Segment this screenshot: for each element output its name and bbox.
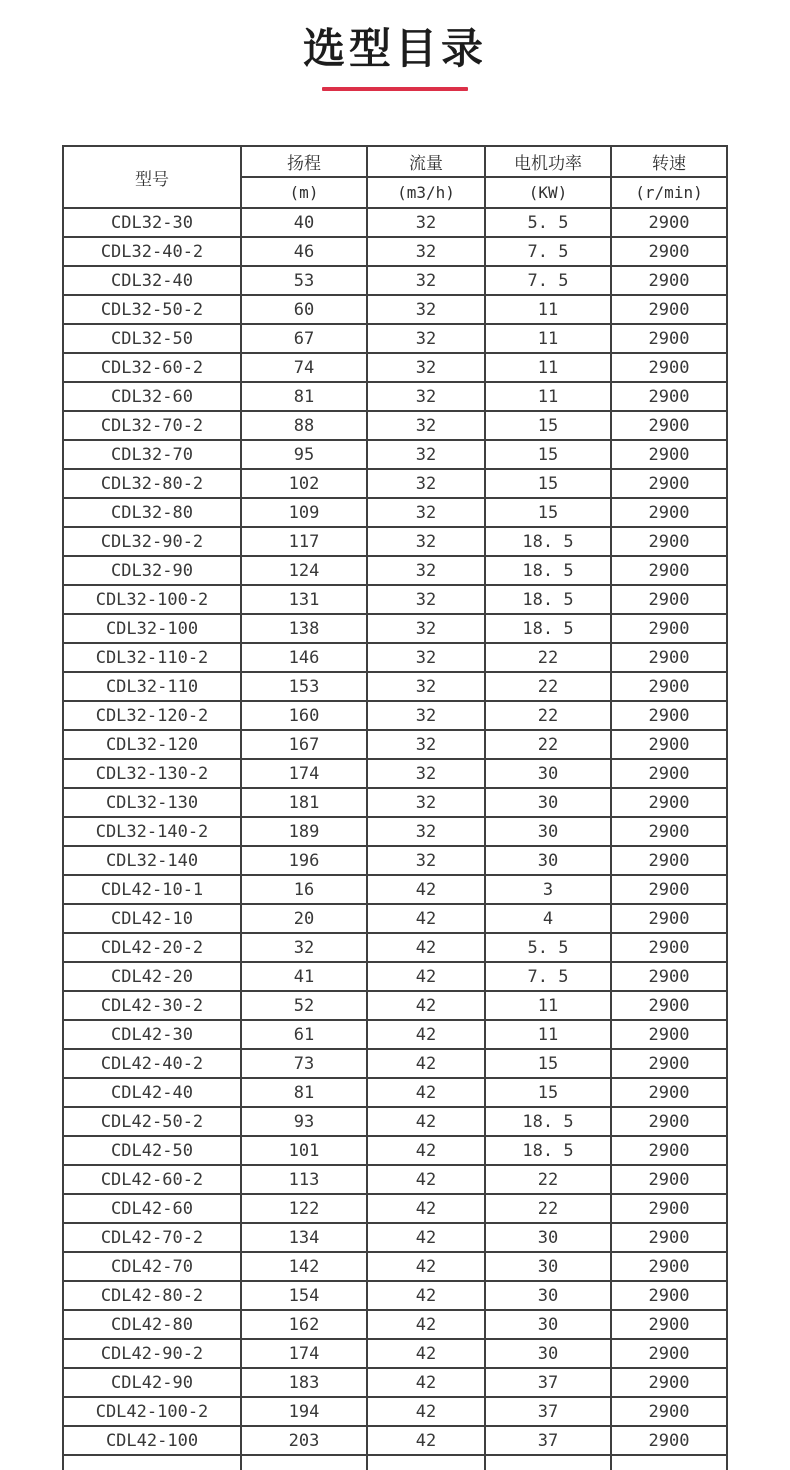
table-cell: 138 <box>241 614 367 643</box>
table-cell: CDL42-30-2 <box>63 991 241 1020</box>
table-cell <box>63 1455 241 1470</box>
table-cell: 22 <box>485 1165 611 1194</box>
table-cell: 2900 <box>611 1223 727 1252</box>
table-cell: 102 <box>241 469 367 498</box>
table-cell: 20 <box>241 904 367 933</box>
table-cell: CDL32-60 <box>63 382 241 411</box>
table-cell: 2900 <box>611 701 727 730</box>
table-cell: 2900 <box>611 498 727 527</box>
table-cell: 174 <box>241 1339 367 1368</box>
table-cell: CDL32-90-2 <box>63 527 241 556</box>
table-cell: 7. 5 <box>485 962 611 991</box>
table-cell: 15 <box>485 498 611 527</box>
header-head-unit: (m) <box>241 177 367 208</box>
table-row <box>63 1107 727 1136</box>
table-cell: 30 <box>485 1281 611 1310</box>
table-cell: 2900 <box>611 440 727 469</box>
table-cell: 7. 5 <box>485 266 611 295</box>
table-cell: 2900 <box>611 1020 727 1049</box>
table-cell: 2900 <box>611 527 727 556</box>
table-cell: 30 <box>485 817 611 846</box>
table-cell: CDL42-60-2 <box>63 1165 241 1194</box>
table-cell: CDL42-30 <box>63 1020 241 1049</box>
table-cell: 73 <box>241 1049 367 1078</box>
table-cell: CDL32-70-2 <box>63 411 241 440</box>
table-row <box>63 440 727 469</box>
table-cell: 2900 <box>611 411 727 440</box>
table-cell: 30 <box>485 1339 611 1368</box>
table-cell: 32 <box>367 382 485 411</box>
table-cell: 2900 <box>611 1165 727 1194</box>
table-row <box>63 672 727 701</box>
table-cell: 32 <box>367 701 485 730</box>
table-cell: 32 <box>367 498 485 527</box>
table-cell: 42 <box>367 1339 485 1368</box>
table-cell: 42 <box>367 1426 485 1455</box>
table-row <box>63 1281 727 1310</box>
table-cell: 2900 <box>611 585 727 614</box>
page-title: 选型目录 <box>302 25 487 72</box>
table-cell: 2900 <box>611 1107 727 1136</box>
table-row <box>63 904 727 933</box>
table-row <box>63 585 727 614</box>
table-cell: CDL32-100-2 <box>63 585 241 614</box>
table-cell: 18. 5 <box>485 556 611 585</box>
table-cell: CDL32-40-2 <box>63 237 241 266</box>
table-cell: 32 <box>367 440 485 469</box>
table-cell: CDL32-140-2 <box>63 817 241 846</box>
table-row <box>63 1020 727 1049</box>
table-row <box>63 817 727 846</box>
table-cell: 2900 <box>611 1252 727 1281</box>
table-cell: 32 <box>367 237 485 266</box>
table-cell: 5. 5 <box>485 933 611 962</box>
table-cell: 30 <box>485 788 611 817</box>
table-cell: 42 <box>367 991 485 1020</box>
table-cell: 30 <box>485 846 611 875</box>
table-cell: 32 <box>367 585 485 614</box>
table-cell: 74 <box>241 353 367 382</box>
table-cell: CDL42-100-2 <box>63 1397 241 1426</box>
table-row-partial <box>63 1455 727 1470</box>
table-cell: 81 <box>241 1078 367 1107</box>
table-cell: 2900 <box>611 788 727 817</box>
table-cell: 32 <box>367 295 485 324</box>
table-cell: 174 <box>241 759 367 788</box>
table-cell: 113 <box>241 1165 367 1194</box>
table-cell: 11 <box>485 295 611 324</box>
table-row <box>63 1426 727 1455</box>
table-cell: 40 <box>241 208 367 237</box>
table-cell: 11 <box>485 353 611 382</box>
table-cell: CDL42-10 <box>63 904 241 933</box>
header-flow: 流量 <box>367 146 485 177</box>
table-cell: 32 <box>367 556 485 585</box>
table-cell: 181 <box>241 788 367 817</box>
table-cell: 2900 <box>611 904 727 933</box>
table-cell: 2900 <box>611 614 727 643</box>
table-row <box>63 266 727 295</box>
table-header <box>63 146 727 208</box>
table-cell: 52 <box>241 991 367 1020</box>
header-name-row <box>63 146 727 177</box>
table-row <box>63 498 727 527</box>
table-row <box>63 1397 727 1426</box>
table-cell: 42 <box>367 1252 485 1281</box>
table-cell <box>485 1455 611 1470</box>
table-cell: 67 <box>241 324 367 353</box>
table-cell: CDL32-40 <box>63 266 241 295</box>
table-cell: 162 <box>241 1310 367 1339</box>
table-cell: 22 <box>485 1194 611 1223</box>
table-row <box>63 295 727 324</box>
table-cell: 160 <box>241 701 367 730</box>
table-cell: 196 <box>241 846 367 875</box>
table-cell: CDL42-70 <box>63 1252 241 1281</box>
table-cell: 189 <box>241 817 367 846</box>
table-cell <box>367 1455 485 1470</box>
table-cell: 183 <box>241 1368 367 1397</box>
header-model: 型号 <box>63 146 241 208</box>
table-cell: 2900 <box>611 1281 727 1310</box>
table-cell: 81 <box>241 382 367 411</box>
table-row <box>63 759 727 788</box>
table-cell: 37 <box>485 1426 611 1455</box>
table-cell: 42 <box>367 1223 485 1252</box>
table-cell: 2900 <box>611 643 727 672</box>
table-cell: 42 <box>367 1078 485 1107</box>
table-cell: 22 <box>485 643 611 672</box>
table-cell: CDL32-130 <box>63 788 241 817</box>
table-cell: CDL32-80-2 <box>63 469 241 498</box>
table-row <box>63 411 727 440</box>
table-cell: 32 <box>367 730 485 759</box>
table-row <box>63 237 727 266</box>
table-cell: CDL42-80-2 <box>63 1281 241 1310</box>
table-cell: 32 <box>367 353 485 382</box>
table-cell: 42 <box>367 1107 485 1136</box>
table-row <box>63 1310 727 1339</box>
table-row <box>63 701 727 730</box>
table-cell: CDL42-20 <box>63 962 241 991</box>
table-cell: 2900 <box>611 759 727 788</box>
table-cell: 46 <box>241 237 367 266</box>
selection-table <box>62 145 728 1470</box>
table-row <box>63 991 727 1020</box>
header-head: 扬程 <box>241 146 367 177</box>
table-cell: CDL32-120-2 <box>63 701 241 730</box>
table-cell: CDL42-10-1 <box>63 875 241 904</box>
table-cell: CDL42-90 <box>63 1368 241 1397</box>
table-cell: 37 <box>485 1368 611 1397</box>
table-row <box>63 962 727 991</box>
table-cell: CDL32-60-2 <box>63 353 241 382</box>
table-cell <box>241 1455 367 1470</box>
table-row <box>63 1049 727 1078</box>
table-cell: 109 <box>241 498 367 527</box>
table-row <box>63 730 727 759</box>
table-cell: 95 <box>241 440 367 469</box>
table-row <box>63 1136 727 1165</box>
table-row <box>63 614 727 643</box>
table-cell: 3 <box>485 875 611 904</box>
table-cell: 30 <box>485 1223 611 1252</box>
table-cell: 32 <box>367 846 485 875</box>
table-cell: 60 <box>241 295 367 324</box>
table-cell: 18. 5 <box>485 1136 611 1165</box>
table-cell: 2900 <box>611 1049 727 1078</box>
table-cell: 153 <box>241 672 367 701</box>
table-cell: 2900 <box>611 1368 727 1397</box>
table-cell: CDL42-40 <box>63 1078 241 1107</box>
table-cell: 2900 <box>611 469 727 498</box>
table-cell: CDL32-110 <box>63 672 241 701</box>
table-cell: 2900 <box>611 1339 727 1368</box>
table-cell: 2900 <box>611 1136 727 1165</box>
table-cell: 32 <box>367 324 485 353</box>
table-cell: 2900 <box>611 237 727 266</box>
table-row <box>63 353 727 382</box>
table-cell: 32 <box>367 266 485 295</box>
header-motor-power: 电机功率 <box>485 146 611 177</box>
table-cell: 11 <box>485 1020 611 1049</box>
table-cell: 2900 <box>611 1078 727 1107</box>
table-cell: 2900 <box>611 324 727 353</box>
table-cell: 203 <box>241 1426 367 1455</box>
table-cell: 2900 <box>611 1310 727 1339</box>
table-cell: 2900 <box>611 382 727 411</box>
table-cell: 194 <box>241 1397 367 1426</box>
table-cell: 32 <box>367 788 485 817</box>
table-cell: 142 <box>241 1252 367 1281</box>
table-cell: 2900 <box>611 730 727 759</box>
table-cell: 124 <box>241 556 367 585</box>
table-row <box>63 208 727 237</box>
table-cell: CDL42-80 <box>63 1310 241 1339</box>
table-cell: 53 <box>241 266 367 295</box>
table-cell: 32 <box>367 527 485 556</box>
table-cell: 2900 <box>611 556 727 585</box>
table-cell: CDL42-40-2 <box>63 1049 241 1078</box>
table-cell: 30 <box>485 759 611 788</box>
table-cell: CDL42-90-2 <box>63 1339 241 1368</box>
table-cell: 32 <box>367 643 485 672</box>
table-cell: 131 <box>241 585 367 614</box>
table-cell: 2900 <box>611 672 727 701</box>
table-cell: 101 <box>241 1136 367 1165</box>
table-cell: 37 <box>485 1397 611 1426</box>
title-accent-divider <box>322 87 468 91</box>
table-cell: 2900 <box>611 991 727 1020</box>
table-cell: 42 <box>367 1165 485 1194</box>
table-cell: 11 <box>485 324 611 353</box>
table-row <box>63 1223 727 1252</box>
table-cell: 32 <box>367 759 485 788</box>
table-cell: CDL32-140 <box>63 846 241 875</box>
table-cell: CDL42-100 <box>63 1426 241 1455</box>
table-row <box>63 1165 727 1194</box>
table-cell: 154 <box>241 1281 367 1310</box>
table-row <box>63 643 727 672</box>
table-cell: 122 <box>241 1194 367 1223</box>
table-cell: 42 <box>367 1136 485 1165</box>
header-speed-unit: (r/min) <box>611 177 727 208</box>
table-cell: CDL42-60 <box>63 1194 241 1223</box>
table-row <box>63 846 727 875</box>
table-cell: 22 <box>485 730 611 759</box>
table-row <box>63 469 727 498</box>
table-cell: 18. 5 <box>485 527 611 556</box>
table-cell: 146 <box>241 643 367 672</box>
table-cell: CDL42-50 <box>63 1136 241 1165</box>
table-cell: 32 <box>241 933 367 962</box>
table-row <box>63 933 727 962</box>
table-cell: 22 <box>485 701 611 730</box>
table-cell: 42 <box>367 933 485 962</box>
table-cell: 4 <box>485 904 611 933</box>
table-cell: 15 <box>485 1049 611 1078</box>
table-cell: 42 <box>367 1281 485 1310</box>
table-cell: 2900 <box>611 962 727 991</box>
table-cell: 42 <box>367 1310 485 1339</box>
table-cell: 11 <box>485 991 611 1020</box>
table-cell: 2900 <box>611 1426 727 1455</box>
table-cell: 2900 <box>611 295 727 324</box>
table-row <box>63 527 727 556</box>
table-cell: 32 <box>367 672 485 701</box>
table-cell: 117 <box>241 527 367 556</box>
table-cell: 42 <box>367 904 485 933</box>
table-row <box>63 1339 727 1368</box>
table-cell: 42 <box>367 1049 485 1078</box>
table-cell: 5. 5 <box>485 208 611 237</box>
header-motor-power-unit: (KW) <box>485 177 611 208</box>
table-cell: CDL32-70 <box>63 440 241 469</box>
table-cell: 42 <box>367 1020 485 1049</box>
table-cell: 7. 5 <box>485 237 611 266</box>
table-cell: 15 <box>485 469 611 498</box>
table-cell: 2900 <box>611 1397 727 1426</box>
table-cell: 88 <box>241 411 367 440</box>
table-cell: 32 <box>367 817 485 846</box>
table-body <box>63 208 727 1470</box>
table-cell: 42 <box>367 1397 485 1426</box>
table-row <box>63 1194 727 1223</box>
table-cell: 134 <box>241 1223 367 1252</box>
table-cell: 2900 <box>611 208 727 237</box>
table-cell: CDL32-50-2 <box>63 295 241 324</box>
table-cell: 15 <box>485 440 611 469</box>
table-cell: CDL42-70-2 <box>63 1223 241 1252</box>
table-cell: CDL42-50-2 <box>63 1107 241 1136</box>
table-cell: 42 <box>367 1368 485 1397</box>
table-cell: 61 <box>241 1020 367 1049</box>
table-cell: 42 <box>367 962 485 991</box>
table-row <box>63 788 727 817</box>
table-cell: CDL32-80 <box>63 498 241 527</box>
table-cell: 2900 <box>611 817 727 846</box>
table-cell: 30 <box>485 1310 611 1339</box>
table-cell: 2900 <box>611 266 727 295</box>
table-cell <box>611 1455 727 1470</box>
table-cell: 42 <box>367 875 485 904</box>
table-cell: 42 <box>367 1194 485 1223</box>
table-cell: CDL32-30 <box>63 208 241 237</box>
table-cell: 2900 <box>611 875 727 904</box>
table-cell: CDL32-100 <box>63 614 241 643</box>
table-cell: 11 <box>485 382 611 411</box>
table-row <box>63 324 727 353</box>
table-cell: 30 <box>485 1252 611 1281</box>
table-cell: 15 <box>485 411 611 440</box>
table-row <box>63 556 727 585</box>
table-cell: CDL32-90 <box>63 556 241 585</box>
table-row <box>63 1252 727 1281</box>
table-cell: 2900 <box>611 846 727 875</box>
table-row <box>63 382 727 411</box>
table-cell: CDL32-130-2 <box>63 759 241 788</box>
table-row <box>63 1368 727 1397</box>
table-row <box>63 1078 727 1107</box>
table-cell: 18. 5 <box>485 1107 611 1136</box>
table-cell: 2900 <box>611 353 727 382</box>
table-cell: 93 <box>241 1107 367 1136</box>
table-cell: CDL32-110-2 <box>63 643 241 672</box>
table-cell: 32 <box>367 614 485 643</box>
table-cell: 32 <box>367 411 485 440</box>
table-cell: CDL42-20-2 <box>63 933 241 962</box>
table-cell: 32 <box>367 469 485 498</box>
table-cell: 41 <box>241 962 367 991</box>
table-cell: 2900 <box>611 933 727 962</box>
header-flow-unit: (m3/h) <box>367 177 485 208</box>
table-cell: 22 <box>485 672 611 701</box>
table-cell: 32 <box>367 208 485 237</box>
table-cell: 18. 5 <box>485 614 611 643</box>
table-row <box>63 875 727 904</box>
table-cell: 18. 5 <box>485 585 611 614</box>
table-cell: 2900 <box>611 1194 727 1223</box>
table-cell: 15 <box>485 1078 611 1107</box>
header-speed: 转速 <box>611 146 727 177</box>
table-cell: CDL32-120 <box>63 730 241 759</box>
table-cell: CDL32-50 <box>63 324 241 353</box>
table-cell: 16 <box>241 875 367 904</box>
table-cell: 167 <box>241 730 367 759</box>
